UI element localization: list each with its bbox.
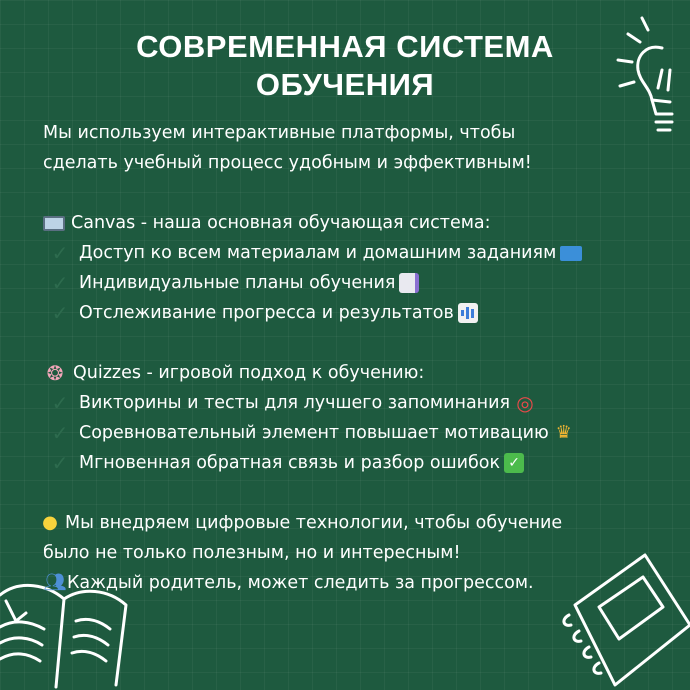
quizzes-item-text: Викторины и тесты для лучшего запоминания [79,393,511,413]
people-icon: 👥︎ [43,572,67,593]
quizzes-item [43,448,673,478]
canvas-item-text: Отслеживание прогресса и результатов [79,303,454,323]
quizzes-item-text: Мгновенная обратная связь и разбор ошибок [79,453,501,473]
quizzes-item-text: Соревновательный элемент повышает мотивацию [79,423,549,443]
closing-line-1-text: Мы внедряем цифровые технологии, чтобы обучение [65,513,563,533]
page-title-line-1: СОВРЕМЕННАЯ СИСТЕМА [136,29,554,64]
closing-line-3 [43,568,673,598]
check-mark-icon: ✓ [51,271,69,295]
quizzes-item [43,388,673,418]
target-icon: ◎ [516,391,534,415]
document-icon [399,273,419,293]
intro-line-1: Мы используем интерактивные платформы, чтобы [43,123,516,143]
trophy-icon: ♛ [555,422,572,443]
check-mark-icon: ✓ [51,391,69,415]
page-title [0,28,690,104]
canvas-item-text: Доступ ко всем материалам и домашним заданиям [79,243,557,263]
main-content [43,118,673,598]
closing-line-1 [43,508,673,538]
check-mark-icon: ✓ [51,301,69,325]
canvas-heading [43,208,673,238]
canvas-heading-text: Canvas - наша основная обучающая система: [71,213,491,233]
bar-chart-icon [458,303,478,323]
page-title-line-2: ОБУЧЕНИЯ [255,67,435,102]
canvas-item-text: Индивидуальные планы обучения [79,273,396,293]
closing-line-2: было не только полезным, но и интересным! [43,543,461,563]
folder-icon [560,246,582,261]
canvas-item [43,238,673,268]
quizzes-item [43,418,673,448]
canvas-item [43,268,673,298]
quizzes-heading [43,358,673,388]
check-mark-icon: ✓ [51,241,69,265]
check-mark-icon: ✓ [51,451,69,475]
check-box-icon: ✓ [504,453,524,473]
canvas-item [43,298,673,328]
intro-line-2: сделать учебный процесс удобным и эффективным! [43,153,532,173]
check-mark-icon: ✓ [51,421,69,445]
closing-line-3-text: Каждый родитель, может следить за прогрессом. [67,573,534,593]
quizzes-heading-text: Quizzes - игровой подход к обучению: [73,363,425,383]
laptop-icon [43,216,65,231]
light-bulb-icon: ● [42,512,58,533]
brain-icon: ❂ [46,361,64,385]
